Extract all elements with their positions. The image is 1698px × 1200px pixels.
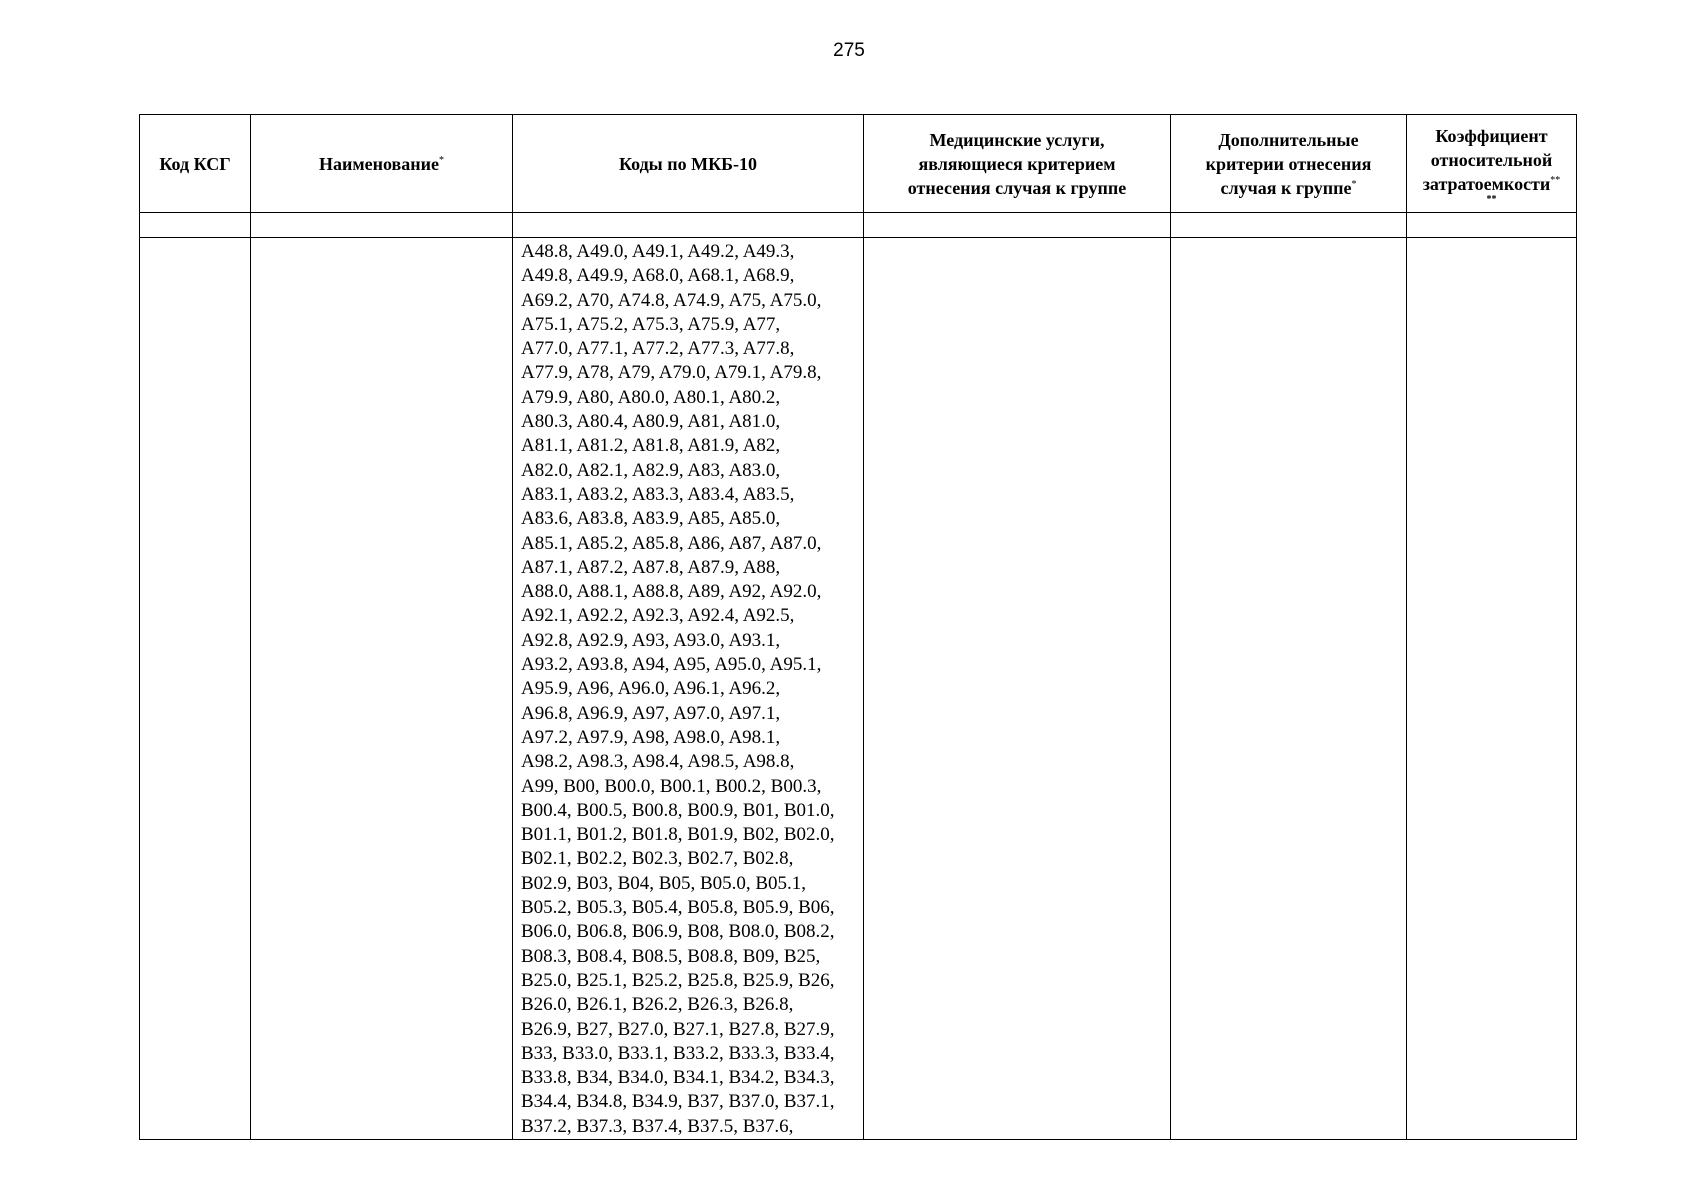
table-header-row xyxy=(140,115,1577,213)
header-coefficient: Коэффициент относительной затратоемкости** ** xyxy=(1407,115,1577,213)
mkb-code-line: A98.2, A98.3, A98.4, A98.5, A98.8, xyxy=(521,751,795,773)
mkb-codes-list xyxy=(513,238,863,1139)
mkb-code-line: A69.2, A70, A74.8, A74.9, A75, A75.0, xyxy=(521,289,822,311)
cell-coefficient xyxy=(1407,238,1577,1140)
mkb-code-line: B26.9, B27, B27.0, B27.1, B27.8, B27.9, xyxy=(521,1018,835,1040)
mkb-code-line: B06.0, B06.8, B06.9, B08, B08.0, B08.2, xyxy=(521,921,835,943)
mkb-code-line: B02.9, B03, B04, B05, B05.0, B05.1, xyxy=(521,872,807,894)
mkb-code-line: A77.9, A78, A79, A79.0, A79.1, A79.8, xyxy=(521,362,822,384)
header-extra-criteria: Дополнительные критерии отнесения случая к группе* xyxy=(1171,115,1407,213)
mkb-code-line: A88.0, A88.1, A88.8, A89, A92, A92.0, xyxy=(521,581,822,603)
mkb-code-line: A49.8, A49.9, A68.0, A68.1, A68.9, xyxy=(521,265,795,287)
mkb-code-line: A83.1, A83.2, A83.3, A83.4, A83.5, xyxy=(521,483,795,505)
mkb-code-line: A92.1, A92.2, A92.3, A92.4, A92.5, xyxy=(521,605,795,627)
mkb-code-line: B05.2, B05.3, B05.4, B05.8, B05.9, B06, xyxy=(521,897,835,919)
header-mkb-codes: Коды по МКБ-10 xyxy=(513,115,864,213)
mkb-code-line: B08.3, B08.4, B08.5, B08.8, B09, B25, xyxy=(521,945,821,967)
cell-ksg-code xyxy=(140,238,251,1140)
table-row xyxy=(140,238,1577,1140)
mkb-code-line: B25.0, B25.1, B25.2, B25.8, B25.9, B26, xyxy=(521,969,835,991)
cell-mkb-codes xyxy=(513,238,864,1140)
header-name: Наименование* xyxy=(251,115,513,213)
cell-name xyxy=(251,238,513,1140)
mkb-code-line: A96.8, A96.9, A97, A97.0, A97.1, xyxy=(521,702,781,724)
mkb-code-line: A93.2, A93.8, A94, A95, A95.0, A95.1, xyxy=(521,654,822,676)
footnote-mark: ** xyxy=(1550,174,1561,186)
mkb-code-line: A99, B00, B00.0, B00.1, B00.2, B00.3, xyxy=(521,775,822,797)
mkb-code-line: B33.8, B34, B34.0, B34.1, B34.2, B34.3, xyxy=(521,1067,835,1089)
mkb-code-line: A79.9, A80, A80.0, A80.1, A80.2, xyxy=(521,386,781,408)
mkb-code-line: A83.6, A83.8, A83.9, A85, A85.0, xyxy=(521,508,781,530)
mkb-code-line: B01.1, B01.2, B01.8, B01.9, B02, B02.0, xyxy=(521,824,835,846)
mkb-code-line: A81.1, A81.2, A81.8, A81.9, A82, xyxy=(521,435,781,457)
footnote-mark: * xyxy=(1351,178,1357,190)
mkb-code-line: A77.0, A77.1, A77.2, A77.3, A77.8, xyxy=(521,338,795,360)
cell-extra-criteria xyxy=(1171,238,1407,1140)
cell-medical-services xyxy=(864,238,1171,1140)
table-spacer-row xyxy=(140,213,1577,238)
header-ksg-code: Код КСГ xyxy=(140,115,251,213)
mkb-code-line: A92.8, A92.9, A93, A93.0, A93.1, xyxy=(521,629,781,651)
mkb-code-line: A75.1, A75.2, A75.3, A75.9, A77, xyxy=(521,313,781,335)
page-number: 275 xyxy=(833,40,865,61)
mkb-code-line: B34.4, B34.8, B34.9, B37, B37.0, B37.1, xyxy=(521,1091,835,1113)
mkb-code-line: B33, B33.0, B33.1, B33.2, B33.3, B33.4, xyxy=(521,1042,835,1064)
mkb-code-line: A95.9, A96, A96.0, A96.1, A96.2, xyxy=(521,678,781,700)
mkb-code-line: A80.3, A80.4, A80.9, A81, A81.0, xyxy=(521,411,781,433)
mkb-code-line: B02.1, B02.2, B02.3, B02.7, B02.8, xyxy=(521,848,794,870)
mkb-code-line: A48.8, A49.0, A49.1, A49.2, A49.3, xyxy=(521,241,795,262)
ksg-table xyxy=(139,114,1577,1140)
mkb-code-line: A82.0, A82.1, A82.9, A83, A83.0, xyxy=(521,459,781,481)
mkb-code-line: A87.1, A87.2, A87.8, A87.9, A88, xyxy=(521,556,781,578)
mkb-code-line: A97.2, A97.9, A98, A98.0, A98.1, xyxy=(521,726,781,748)
header-medical-services: Медицинские услуги, являющиеся критерием отнесения случая к группе xyxy=(864,115,1171,213)
mkb-code-line: A85.1, A85.2, A85.8, A86, A87, A87.0, xyxy=(521,532,822,554)
footnote-mark: * xyxy=(439,154,444,166)
footnote-mark: ** xyxy=(1486,193,1497,205)
mkb-code-line: B37.2, B37.3, B37.4, B37.5, B37.6, xyxy=(521,1115,794,1137)
mkb-code-line: B00.4, B00.5, B00.8, B00.9, B01, B01.0, xyxy=(521,799,835,821)
mkb-code-line: B26.0, B26.1, B26.2, B26.3, B26.8, xyxy=(521,994,794,1016)
